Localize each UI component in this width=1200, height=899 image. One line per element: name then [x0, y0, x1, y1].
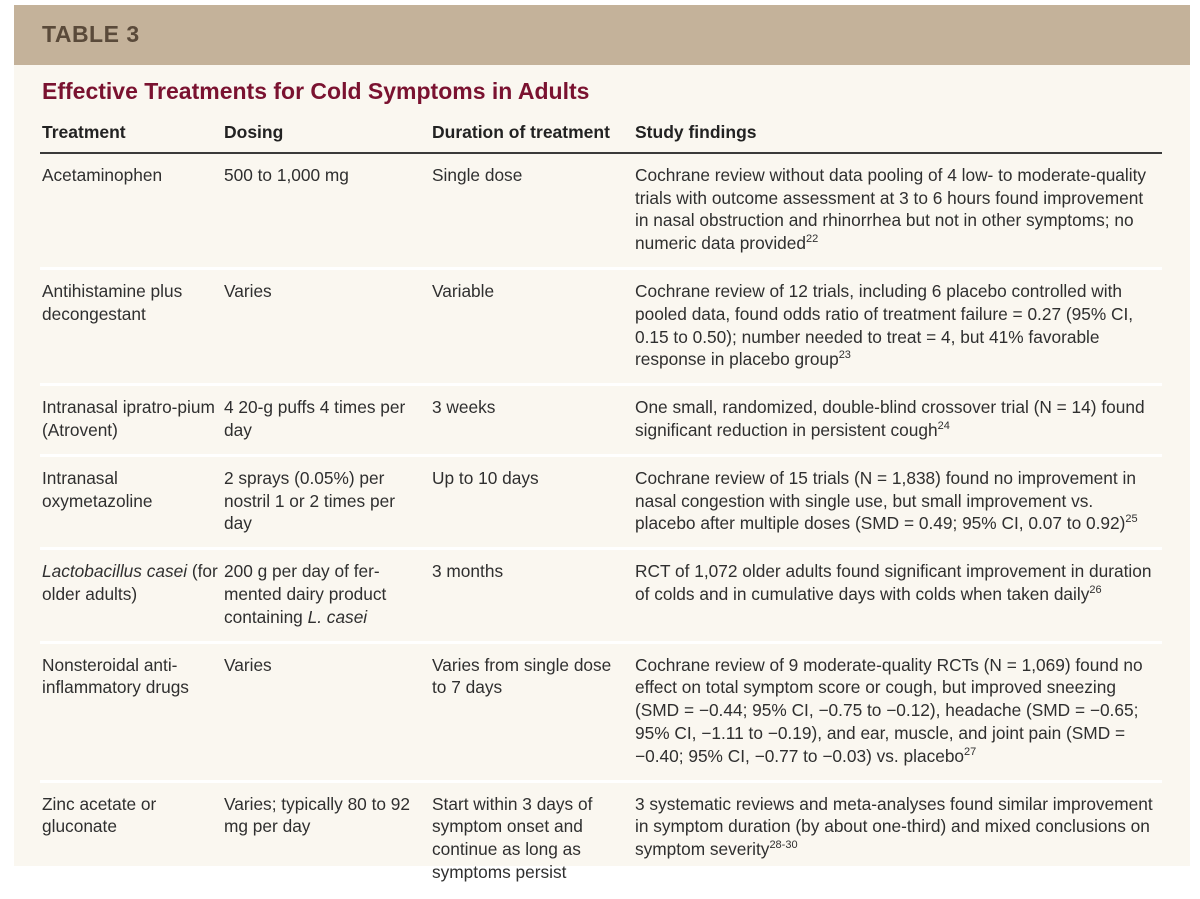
findings-cell [633, 642, 1162, 781]
table-title: Effective Treatments for Cold Symptoms in Adults [42, 78, 590, 104]
reference-superscript: 23 [838, 349, 851, 362]
treatments-table [40, 113, 1162, 899]
table-card [14, 5, 1190, 882]
duration-cell: Variable [430, 268, 633, 384]
treatment-cell: Intranasal ipratro-pium (Atrovent) [40, 385, 222, 456]
dosing-cell: 2 sprays (0.05%) per nostril 1 or 2 times per day [222, 455, 430, 548]
column-header-treatment: Treatment [40, 113, 222, 153]
findings-text: Cochrane review of 9 moderate-quality RCTs (N = 1,069) found no effect on total symptom score or cough, but improved sneezing (SMD = −0.44; 95% CI, −0.75 to −0.12), headache (SMD = −0.65; 95% CI, −1.11 to −0.19), and ear, muscle, and joint pain (SMD = −0.40; 95% CI, −0.77 to −0.03) vs. placebo [635, 654, 1143, 766]
findings-cell [633, 549, 1162, 642]
table-row [40, 549, 1162, 642]
table-header-band [14, 5, 1190, 65]
findings-text: Cochrane review without data pooling of 4 low- to moderate-quality trials with outcome assessment at 3 to 6 hours found improvement in nasal obstruction and rhinorrhea but not in other symptoms; no numeric data provided [635, 164, 1147, 254]
findings-cell [633, 268, 1162, 384]
column-header-findings: Study findings [633, 113, 1162, 153]
duration-cell: Single dose [430, 153, 633, 269]
table-row [40, 455, 1162, 548]
dosing-cell: Varies [222, 268, 430, 384]
column-header-duration: Duration of treatment [430, 113, 633, 153]
table-row [40, 385, 1162, 456]
dosing-cell: 500 to 1,000 mg [222, 153, 430, 269]
dosing-cell [222, 549, 430, 642]
treatment-cell: Acetaminophen [40, 153, 222, 269]
treatment-italic-text: Lactobacillus casei [42, 561, 188, 582]
table-row [40, 642, 1162, 781]
dosing-text: 200 g per day of fer-mented dairy product containing [224, 561, 387, 627]
dosing-cell: 4 20-g puffs 4 times per day [222, 385, 430, 456]
table-row [40, 781, 1162, 897]
findings-text: Cochrane review of 15 trials (N = 1,838) found no improvement in nasal congestion with single use, but small improvement vs. placebo after multiple doses (SMD = 0.49; 95% CI, 0.07 to 0.92) [635, 467, 1136, 534]
treatment-text: (for older adults) [42, 561, 218, 604]
duration-cell: 3 months [430, 549, 633, 642]
table-row [40, 268, 1162, 384]
treatment-cell: Antihistamine plus decongestant [40, 268, 222, 384]
dosing-cell: Varies [222, 642, 430, 781]
findings-text: 3 systematic reviews and meta-analyses found similar improvement in symptom duration (by about one-third) and mixed conclusions on symptom severity [635, 793, 1153, 860]
findings-cell [633, 455, 1162, 548]
dosing-italic-text: L. casei [307, 606, 368, 627]
treatment-cell [40, 549, 222, 642]
table-number-label: TABLE 3 [42, 21, 140, 47]
duration-cell: Varies from single dose to 7 days [430, 642, 633, 781]
findings-text: Cochrane review of 12 trials, including 6 placebo controlled with pooled data, found odds ratio of treatment failure = 0.27 (95% CI, 0.15 to 0.50); number needed to treat = 4, but 41% favorable response in placebo group [635, 280, 1134, 370]
reference-superscript: 28-30 [769, 839, 798, 852]
duration-cell: 3 weeks [430, 385, 633, 456]
findings-text: One small, randomized, double-blind crossover trial (N = 14) found significant reduction in persistent cough [635, 397, 1145, 440]
table-row [40, 153, 1162, 269]
column-header-dosing: Dosing [222, 113, 430, 153]
findings-text: RCT of 1,072 older adults found significant improvement in duration of colds and in cumulative days with colds when taken daily [635, 561, 1152, 604]
reference-superscript: 25 [1125, 513, 1138, 526]
duration-cell: Up to 10 days [430, 455, 633, 548]
reference-superscript: 26 [1089, 584, 1102, 597]
reference-superscript: 24 [937, 420, 950, 433]
dosing-cell: Varies; typically 80 to 92 mg per day [222, 781, 430, 897]
table-header-row [40, 113, 1162, 153]
findings-cell [633, 781, 1162, 897]
treatment-cell: Zinc acetate or gluconate [40, 781, 222, 897]
treatment-cell: Nonsteroidal anti-inflammatory drugs [40, 642, 222, 781]
findings-cell [633, 385, 1162, 456]
duration-cell: Start within 3 days of symptom onset and continue as long as symptoms persist [430, 781, 633, 897]
findings-cell [633, 153, 1162, 269]
reference-superscript: 27 [964, 745, 977, 758]
reference-superscript: 22 [806, 233, 819, 246]
treatment-cell: Intranasal oxymetazoline [40, 455, 222, 548]
